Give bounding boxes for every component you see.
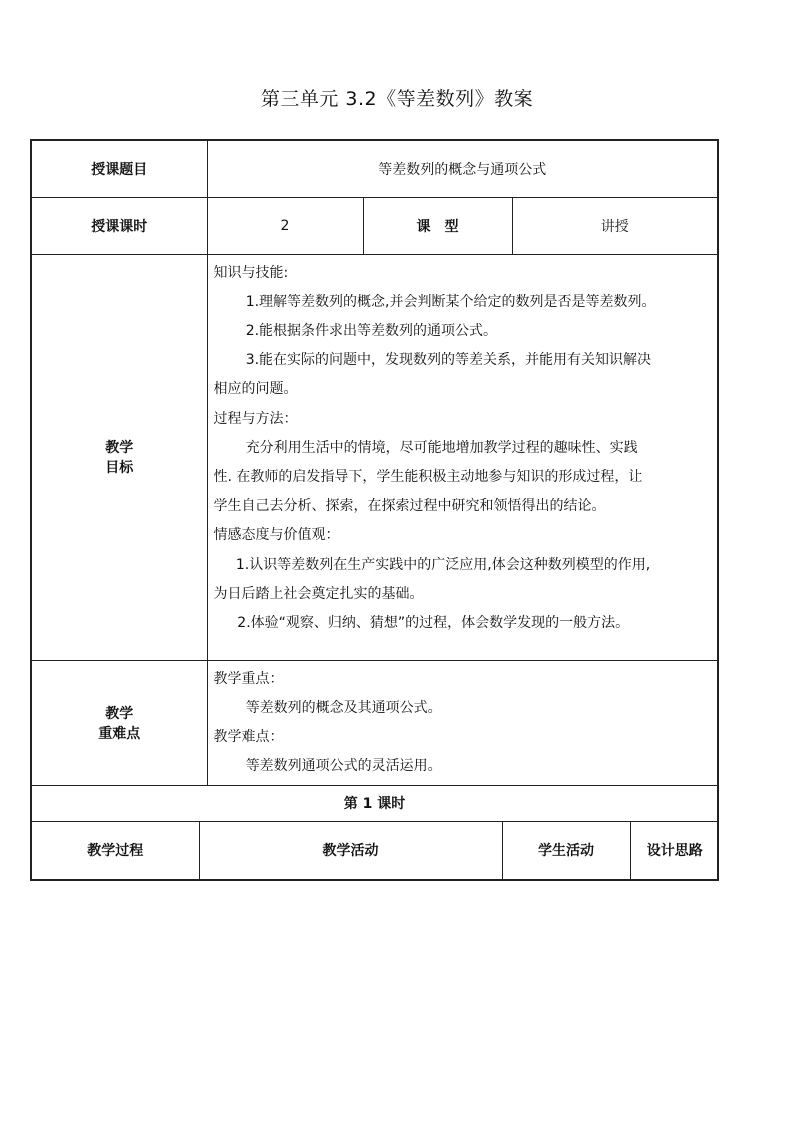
knowledge-item-2: 2.能根据条件求出等差数列的通项公式。 — [245, 322, 498, 339]
difficult-heading: 教学难点： — [213, 728, 284, 745]
process-heading: 过程与方法： — [213, 410, 298, 427]
row-process-header — [31, 821, 718, 880]
row-lesson-hours — [31, 197, 718, 254]
process-line-3: 学生自己去分析、探索，在探索过程中研究和领悟得出的结论。 — [213, 498, 606, 515]
row-session — [31, 785, 718, 821]
key-points-label-line1: 教学 — [105, 705, 134, 722]
session-title: 第 1 课时 — [31, 785, 718, 821]
emotion-item-2: 2.体验“观察、归纳、猜想”的过程，体会数学发现的一般方法。 — [237, 614, 630, 631]
key-text: 等差数列的概念及其通项公式。 — [245, 699, 442, 716]
process-line-1: 充分利用生活中的情境，尽可能地增加教学过程的趣味性、实践 — [245, 439, 638, 456]
process-col-student-activity: 学生活动 — [502, 822, 630, 879]
lesson-type-value: 讲授 — [512, 197, 718, 254]
lesson-hours-value: 2 — [207, 197, 363, 254]
document-title: 第三单元 3.2《等差数列》教案 — [260, 88, 534, 110]
objectives-label-line2: 目标 — [105, 460, 134, 476]
lesson-topic-label: 授课题目 — [31, 140, 207, 197]
lesson-plan-table — [30, 139, 719, 881]
knowledge-item-3-cont: 相应的问题。 — [213, 381, 298, 398]
process-col-teaching-process: 教学过程 — [32, 822, 199, 879]
emotion-heading: 情感态度与价值观： — [213, 527, 340, 544]
row-key-points — [31, 660, 718, 785]
lesson-hours-label: 授课课时 — [31, 197, 207, 254]
lesson-topic-value: 等差数列的概念与通项公式 — [207, 140, 718, 197]
process-col-teaching-activity: 教学活动 — [199, 822, 502, 879]
knowledge-item-1: 1.理解等差数列的概念,并会判断某个给定的数列是否是等差数列。 — [245, 293, 656, 310]
key-points-content — [207, 660, 718, 785]
emotion-item-1: 1.认识等差数列在生产实践中的广泛应用,体会这种数列模型的作用, — [235, 556, 651, 573]
process-line-2: 性. 在教师的启发指导下，学生能积极主动地参与知识的形成过程，让 — [213, 468, 643, 485]
knowledge-heading: 知识与技能: — [213, 264, 289, 281]
objectives-content — [207, 254, 718, 660]
key-points-label — [31, 660, 207, 785]
difficult-text: 等差数列通项公式的灵活运用。 — [245, 758, 442, 775]
lesson-type-label: 课 型 — [363, 197, 512, 254]
objectives-label-line1: 教学 — [105, 440, 134, 456]
process-header-table — [32, 822, 719, 879]
key-heading: 教学重点： — [213, 670, 284, 687]
row-lesson-topic — [31, 140, 718, 197]
knowledge-item-3: 3.能在实际的问题中，发现数列的等差关系，并能用有关知识解决 — [245, 352, 652, 369]
key-points-label-line2: 重难点 — [98, 725, 141, 742]
objectives-label — [31, 254, 207, 660]
process-col-design-idea: 设计思路 — [646, 843, 703, 859]
emotion-item-1-cont: 为日后踏上社会奠定扎实的基础。 — [213, 585, 424, 602]
row-objectives — [31, 254, 718, 660]
